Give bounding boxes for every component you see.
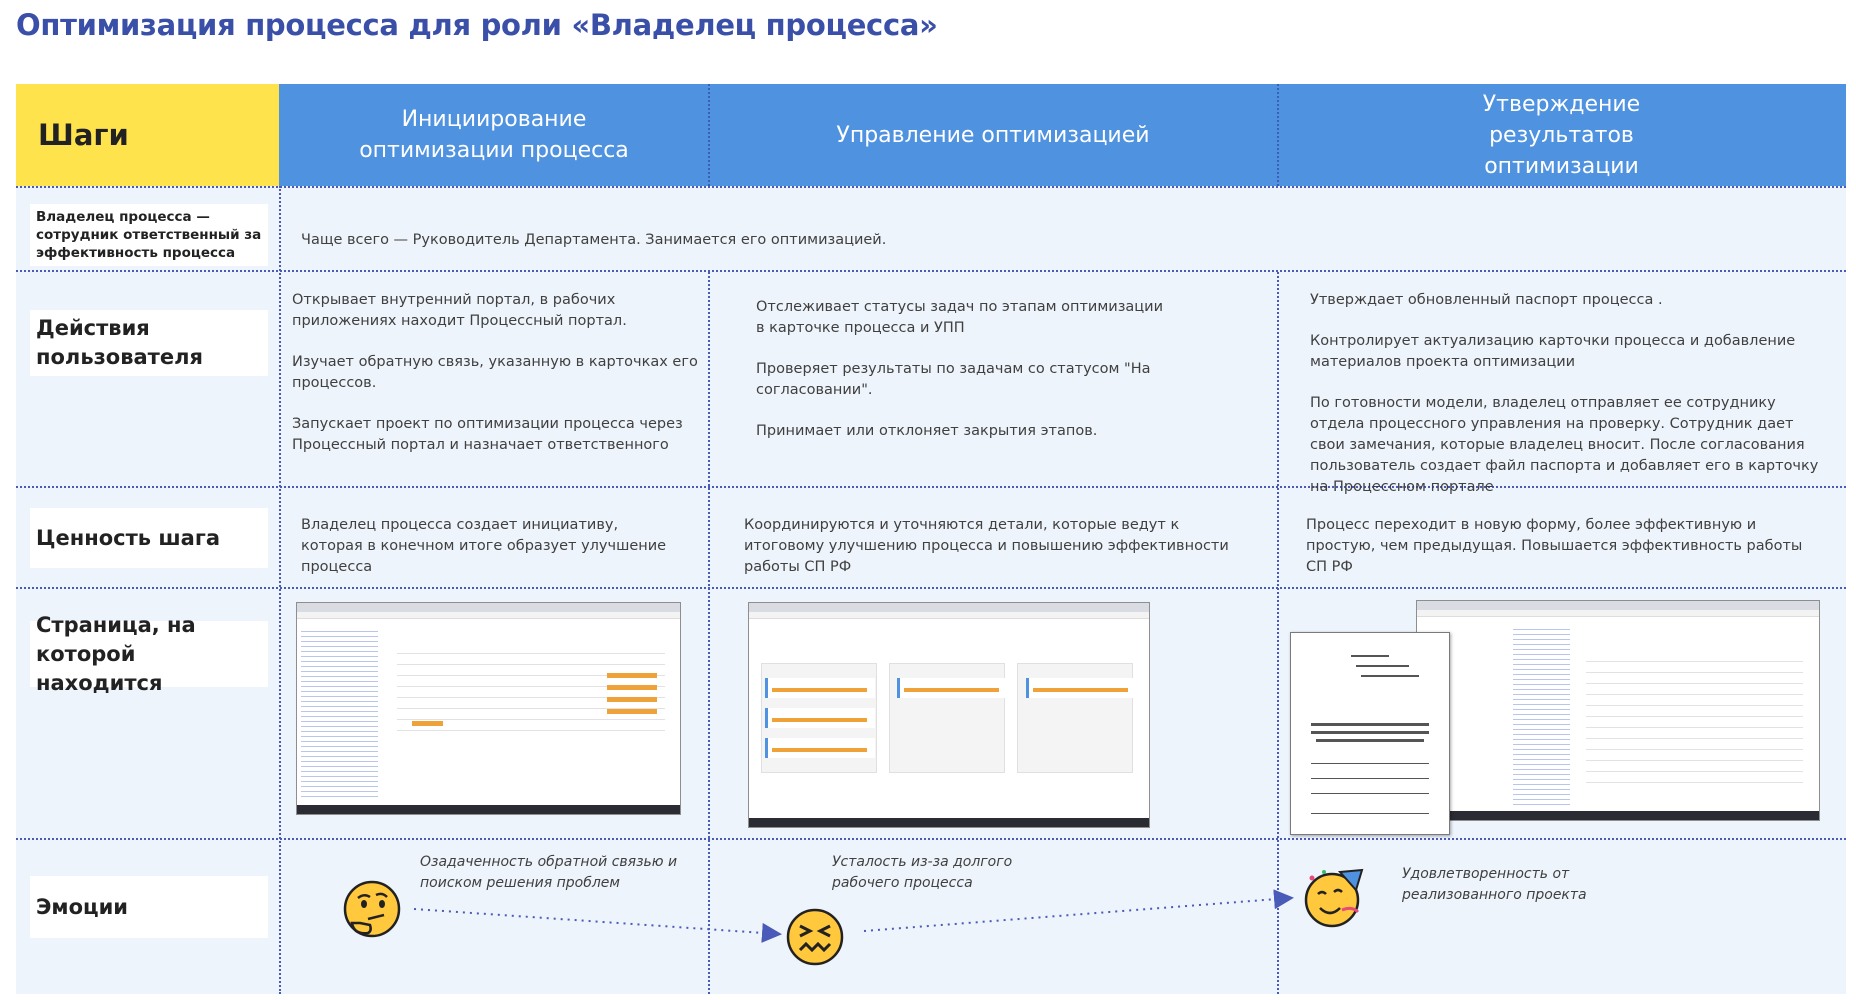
stage-header-initiation: Инициирование оптимизации процесса — [359, 107, 629, 163]
action-text: Принимает или отклоняет закрытия этапов. — [756, 423, 1098, 439]
value-management: Координируются и уточняются детали, которые ведут к итоговому улучшению процесса и повышению эффективности работы СП РФ — [744, 517, 1229, 575]
action-text: Отслеживает статусы задач по этапам оптимизации в карточке процесса и УПП — [756, 299, 1164, 336]
value-initiation: Владелец процесса создает инициативу, которая в конечном итоге образует улучшение процесса — [301, 517, 667, 575]
confounded-face-icon — [785, 907, 845, 967]
stage-header-management: Управление оптимизацией — [836, 122, 1150, 148]
action-text: Изучает обратную связь, указанную в карточках его процессов. — [292, 354, 698, 391]
emotion-caption-approval: Удовлетворенность от реализованного проекта — [1402, 866, 1587, 903]
value-approval: Процесс переходит в новую форму, более эффективную и простую, чем предыдущая. Повышается эффективность работы СП РФ — [1306, 517, 1803, 575]
action-text: Запускает проект по оптимизации процесса через Процессный портал и назначает ответственного — [292, 416, 683, 453]
row-label-emotions: Эмоции — [30, 876, 268, 938]
stage-header-approval: Утверждение результатов оптимизации — [1482, 91, 1641, 179]
row-label-value: Ценность шага — [30, 508, 268, 568]
row-label-page: Страница, на которой находится — [30, 621, 268, 687]
thinking-face-icon — [342, 879, 402, 939]
journey-board — [16, 84, 1846, 994]
page-title: Оптимизация процесса для роли «Владелец процесса» — [16, 8, 938, 42]
action-text: Утверждает обновленный паспорт процесса . — [1310, 292, 1663, 308]
action-text: По готовности модели, владелец отправляет ее сотруднику отдела процессного управления на проверку. Сотрудник дает свои замечания, которые владелец вносит. После согласования пользователь создает файл паспорта и добавляет его в карточку на Процессном портале — [1310, 395, 1819, 495]
row-label-actions: Действия пользователя — [30, 310, 268, 376]
emotion-caption-management: Усталость из-за долгого рабочего процесса — [832, 854, 1013, 891]
steps-header: Шаги — [16, 84, 279, 186]
row-label-owner: Владелец процесса — сотрудник ответственный за эффективность процесса — [30, 204, 268, 266]
owner-description: Чаще всего — Руководитель Департамента. Занимается его оптимизацией. — [301, 232, 887, 248]
action-text: Контролирует актуализацию карточки процесса и добавление материалов проекта оптимизации — [1310, 333, 1796, 370]
action-text: Открывает внутренний портал, в рабочих приложениях находит Процессный портал. — [292, 292, 627, 329]
party-face-icon — [1302, 866, 1366, 930]
action-text: Проверяет результаты по задачам со статусом "На согласовании". — [756, 361, 1151, 398]
emotion-caption-initiation: Озадаченность обратной связью и поиском решения проблем — [420, 854, 678, 891]
